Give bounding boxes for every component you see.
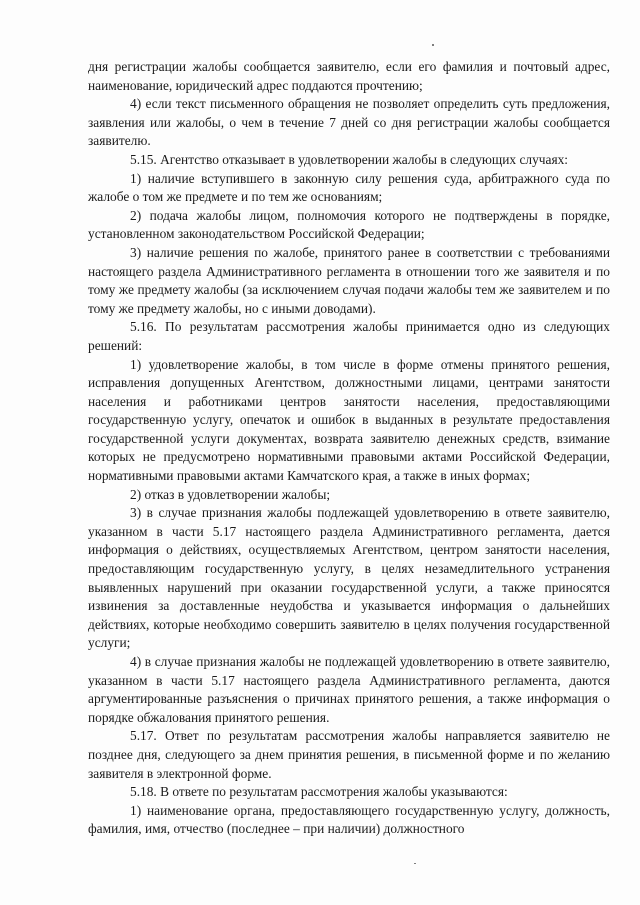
paragraph-continuation: дня регистрации жалобы сообщается заявителю, если его фамилия и почтовый адрес, наименование, юридический адрес поддаются прочтению; <box>88 59 610 93</box>
paragraph-5-16-item-1: 1) удовлетворение жалобы, в том числе в форме отмены принятого решения, исправления допущенных Агентством, должностными лицами, центрами занятости населения и работниками центров занятости населения, предоставляющими государственную услугу, опечаток и ошибок в выданных в результате предоставления государственной услуги документах, возврата заявителю денежных средств, взимание которых не предусмотрено нормативными правовыми актами Российской Федерации, нормативными правовыми актами Камчатского края, а также в иных формах; <box>88 356 610 484</box>
paragraph-5-16-item-3: 3) в случае признания жалобы подлежащей удовлетворению в ответе заявителю, указанном в части 5.17 настоящего раздела Административного регламента, дается информация о действиях, осуществляемых Агентством, центром занятости населения, предоставляющим государственную услугу, в целях незамедлительного устранения выявленных нарушений при оказании государственной услуги, а также приносятся извинения за доставленные неудобства и указывается информация о дальнейших действиях, которые необходимо совершить заявителю в целях получения государственной услуги; <box>88 505 610 651</box>
paragraph-5-18-item-1: 1) наименование органа, предоставляющего государственную услугу, должность, фамилия, имя, отчество (последнее – при наличии) должностного <box>88 802 610 837</box>
paragraph-item-4: 4) если текст письменного обращения не позволяет определить суть предложения, заявления или жалобы, о чем в течение 7 дней со дня регистрации жалобы сообщается заявителю. <box>88 96 610 149</box>
paragraph-5-15-item-1: 1) наличие вступившего в законную силу решения суда, арбитражного суда по жалобе о том же предмете и по тем же основаниям; <box>88 170 610 205</box>
paragraph-5-15: 5.15. Агентство отказывает в удовлетворении жалобы в следующих случаях: <box>130 151 569 167</box>
paragraph-5-15-item-2: 2) подача жалобы лицом, полномочия которого не подтверждены в порядке, установленном законодательством Российской Федерации; <box>88 207 610 242</box>
paragraph-5-18: 5.18. В ответе по результатам рассмотрения жалобы указываются: <box>130 784 508 800</box>
paragraph-5-17: 5.17. Ответ по результатам рассмотрения жалобы направляется заявителю не позднее дня, следующего за днем принятия решения, в письменной форме и по желанию заявителя в электронной форме. <box>88 728 610 781</box>
scan-speck <box>414 863 416 864</box>
paragraph-5-16: 5.16. По результатам рассмотрения жалобы принимается одно из следующих решений: <box>88 319 610 353</box>
paragraph-5-16-item-2: 2) отказ в удовлетворении жалобы; <box>130 486 331 502</box>
paragraph-5-15-item-3: 3) наличие решения по жалобе, принятого ранее в соответствии с требованиями настоящего раздела Административного регламента в отношении того же заявителя и по тому же предмету жалобы (за исключением случая подачи жалобы тем же заявителем и по тому же предмету жалобы, но с иными доводами). <box>88 244 610 316</box>
paragraph-5-16-item-4: 4) в случае признания жалобы не подлежащей удовлетворению в ответе заявителю, указанном в части 5.17 настоящего раздела Административного регламента, даются аргументированные разъяснения о причинах принятого решения, а также информация о порядке обжалования принятого решения. <box>88 654 610 725</box>
document-body <box>88 58 610 839</box>
scan-speck <box>432 44 434 46</box>
